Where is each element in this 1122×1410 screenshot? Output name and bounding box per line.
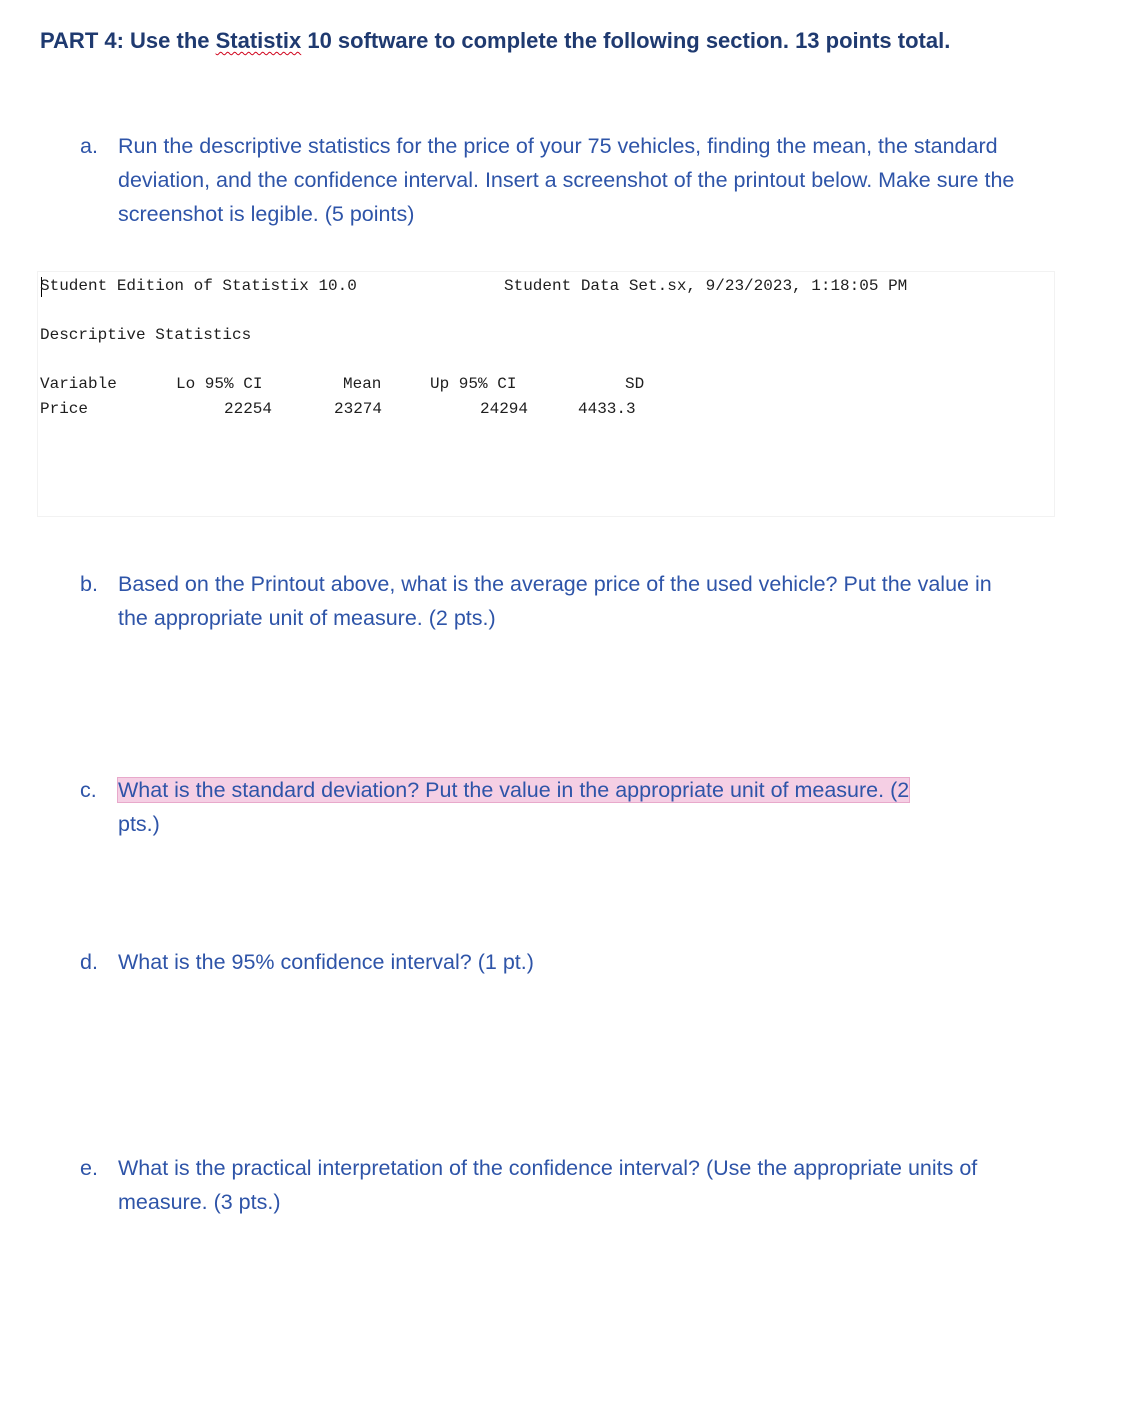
- question-e-letter: e.: [80, 1156, 98, 1180]
- question-c-highlighted-text: What is the standard deviation? Put the value in the appropriate unit of measure. (2: [118, 778, 910, 802]
- question-c-text-rest: pts.): [118, 812, 160, 836]
- cell-sd: 4433.3: [578, 400, 636, 418]
- cell-up-ci: 24294: [480, 400, 529, 418]
- cell-lo-ci: 22254: [224, 400, 273, 418]
- column-header-up-ci: Up 95% CI: [430, 375, 517, 393]
- column-header-lo-ci: Lo 95% CI: [176, 375, 263, 393]
- question-e: [80, 1151, 1020, 1219]
- question-c: [80, 773, 1020, 841]
- question-b-letter: b.: [80, 572, 98, 596]
- column-header-mean: Mean: [343, 375, 382, 393]
- printout-edition: Student Edition of Statistix 10.0: [40, 277, 357, 295]
- printout-dataset-info: Student Data Set.sx, 9/23/2023, 1:18:05 PM: [504, 277, 908, 295]
- printout-section-title: Descriptive Statistics: [40, 326, 252, 344]
- question-d: [80, 945, 1020, 979]
- heading-software-name: Statistix: [215, 28, 302, 53]
- question-d-letter: d.: [80, 950, 98, 974]
- statistix-printout-screenshot: [38, 272, 1054, 516]
- question-b: [80, 567, 1020, 635]
- question-a-text: Run the descriptive statistics for the price of your 75 vehicles, finding the mean, the standard deviation, and the confidence interval. Insert a screenshot of the printout below. Make sure the screenshot is legible. (5 points): [118, 134, 1015, 226]
- heading-prefix: PART 4: Use the: [40, 28, 216, 53]
- cell-mean: 23274: [334, 400, 383, 418]
- cell-variable: Price: [40, 400, 89, 418]
- question-a-letter: a.: [80, 134, 98, 158]
- page-heading: [40, 28, 950, 54]
- question-c-letter: c.: [80, 778, 97, 802]
- question-e-text: What is the practical interpretation of the confidence interval? (Use the appropriate units of measure. (3 pts.): [118, 1156, 978, 1214]
- column-header-sd: SD: [625, 375, 645, 393]
- heading-suffix: 10 software to complete the following section. 13 points total.: [301, 28, 951, 53]
- question-c-body: [118, 773, 1020, 841]
- question-b-text: Based on the Printout above, what is the average price of the used vehicle? Put the value in the appropriate unit of measure. (2 pts.): [118, 572, 992, 630]
- question-d-text: What is the 95% confidence interval? (1 pt.): [118, 950, 534, 974]
- column-header-variable: Variable: [40, 375, 117, 393]
- question-a: [80, 129, 1020, 231]
